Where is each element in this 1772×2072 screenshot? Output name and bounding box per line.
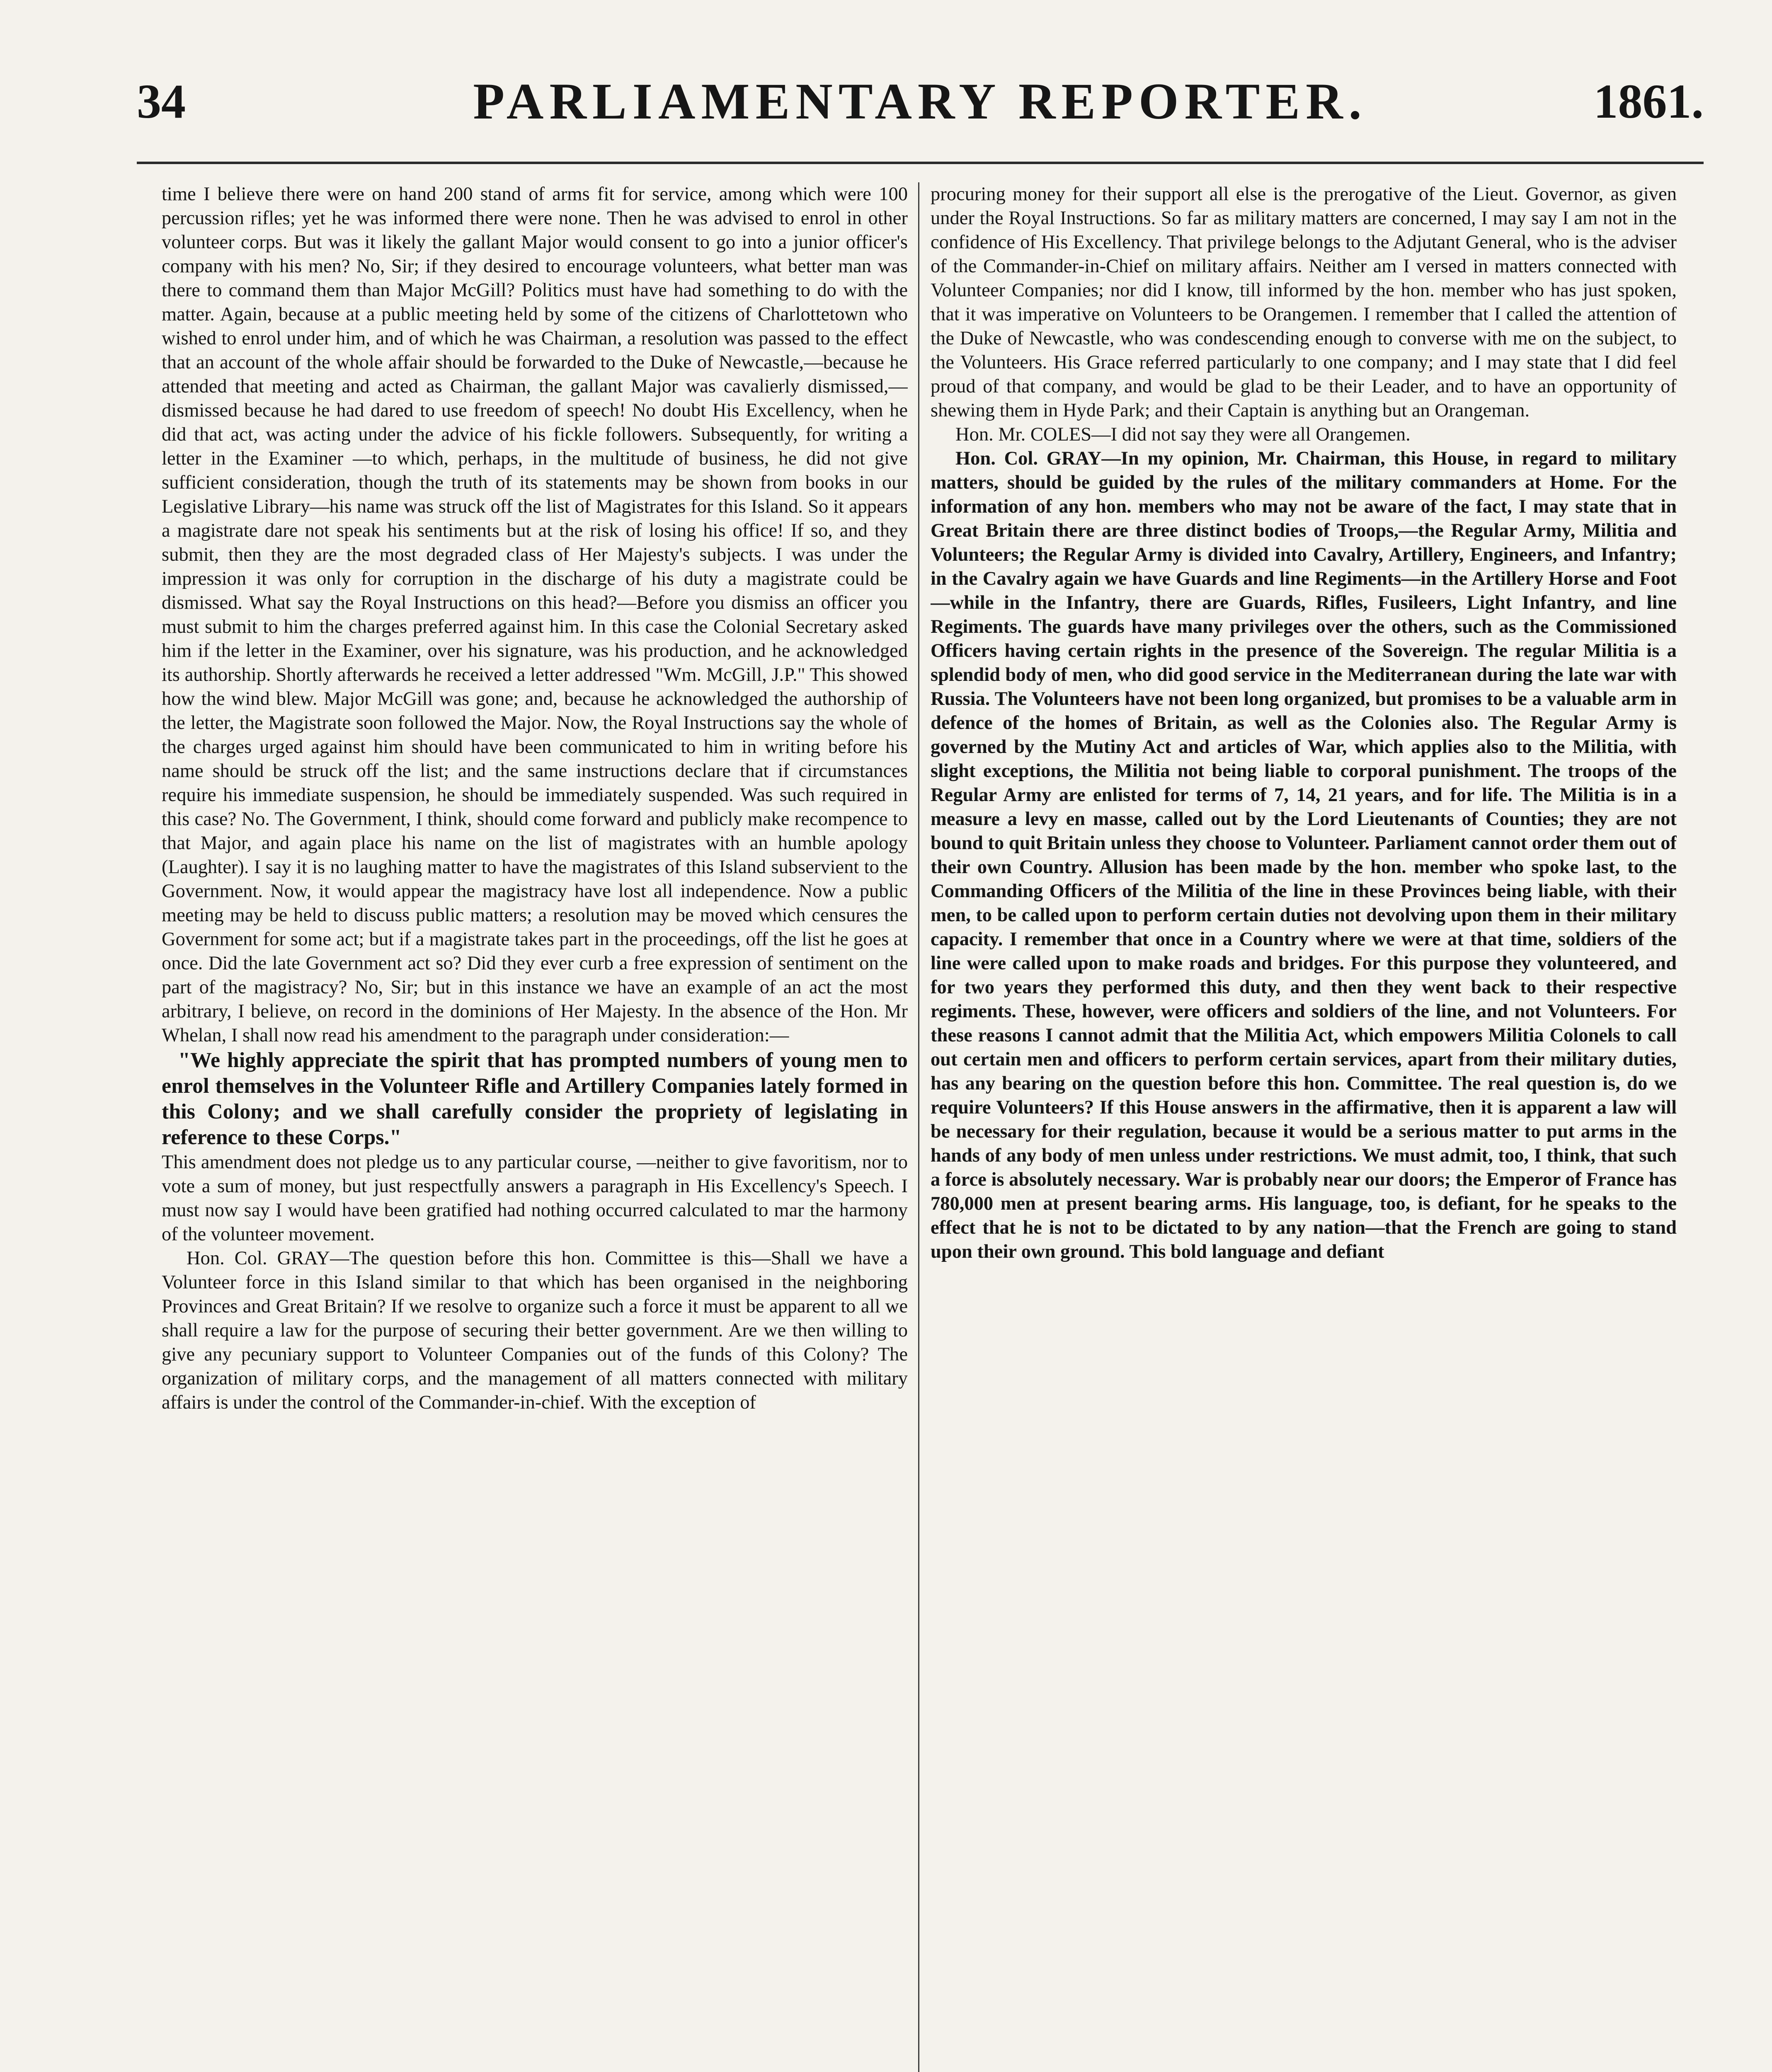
speech-paragraph: time I believe there were on hand 200 stand of arms fit for service, among which were 100 percussion rifles; yet he was informed there were none. Then he was advised to enrol in other volunteer corps. But was it likely the gallant Major would consent to go into a junior officer's company with his men? No, Sir; if they desired to encourage volunteers, what better man was there to command them than Major McGill? Politics must have had something to do with the matter. Again, because at a public meeting held by some of the citizens of Charlottetown who wished to enrol under him, and of which he was Chairman, a resolution was passed to the effect that an account of the whole affair should be forwarded to the Duke of Newcastle,—because he attended that meeting and acted as Chairman, the gallant Major was cavalierly dismissed,—dismissed because he had dared to use freedom of speech! No doubt His Excellency, when he did that act, was acting under the advice of his fickle followers. Subsequently, for writing a letter in the Examiner —to which, perhaps, in the multitude of business, he did not give sufficient consideration, though the truth of its statements may be shown from books in our Legislative Library—his name was struck off the list of Magistrates for this Island. So it appears a magistrate dare not speak his sentiments but at the risk of losing his office! If so, and they submit, then they are the most degraded class of Her Majesty's subjects. I was under the impression it was only for corruption in the discharge of his duty a magistrate could be dismissed. What say the Royal Instructions on this head?—Before you dismiss an officer you must submit to him the charges preferred against him. In this case the Colonial Secretary asked him if the letter in the Examiner, over his signature, was his production, and he acknowledged its authorship. Shortly afterwards he received a letter addressed "Wm. McGill, J.P." This showed how the wind blew. Major McGill was gone; and, because he acknowledged the authorship of the letter, the Magistrate soon followed the Major. Now, the Royal Instructions say the whole of the charges urged against him should have been communicated to him in writing before his name should be struck off the list; and the same instructions declare that if circumstances require his immediate suspension, he should be immediately suspended. Was such required in this case? No. The Government, I think, should come forward and publicly make recompence to that Major, and again place his name on the list of magistrates with an humble apology (Laughter). I say it is no laughing matter to have the magistrates of this Island subservient to the Government. Now, it would appear the magistracy have lost all independence. Now a public meeting may be held to discuss public matters; a resolution may be moved which censures the Government for some act; but if a magistrate takes part in the proceedings, off the list he goes at once. Did the late Government act so? Did they ever curb a free expression of sentiment on the part of the magistracy? No, Sir; but in this instance we have an example of an act the most arbitrary, I believe, on record in the dominions of Her Majesty. In the absence of the Hon. Mr Whelan, I shall now read his amendment to the paragraph under consideration:— [162, 184, 908, 1046]
page-number: 34 [137, 74, 186, 128]
header-rule [137, 162, 1704, 164]
left-column [162, 182, 908, 2072]
gray-speech: Hon. Col. GRAY—The question before this hon. Committee is this—Shall we have a Volunteer force in this Island similar to that which has been organised in the neighboring Provinces and Great Britain? If we resolve to organize such a force it must be apparent to all we shall require a law for the purpose of securing their better government. Are we then willing to give any pecuniary support to Volunteer Companies out of the funds of this Colony? The organization of military corps, and the management of all matters connected with military affairs is under the control of the Commander-in-chief. With the exception of [162, 1248, 908, 1413]
gray-reply: Hon. Col. GRAY—In my opinion, Mr. Chairman, this House, in regard to military matters, should be guided by the rules of the military commanders at Home. For the information of any hon. members who may not be aware of the fact, I may state that in Great Britain there are three distinct bodies of Troops,—the Regular Army, Militia and Volunteers; the Regular Army is divided into Cavalry, Artillery, Engineers, and Infantry; in the Cavalry again we have Guards and line Regiments—in the Artillery Horse and Foot—while in the Infantry, there are Guards, Rifles, Fusileers, Light Infantry, and line Regiments. The guards have many privileges over the others, such as the Commissioned Officers having certain rights in the presence of the Sovereign. The regular Militia is a splendid body of men, who did good service in the Mediterranean during the late war with Russia. The Volunteers have not been long organized, but promises to be a valuable arm in defence of the homes of Britain, as well as the Colonies also. The Regular Army is governed by the Mutiny Act and articles of War, which applies also to the Militia, with slight exceptions, the Militia not being liable to corporal punishment. The troops of the Regular Army are enlisted for terms of 7, 14, 21 years, and for life. The Militia is in a measure a levy en masse, called out by the Lord Lieutenants of Counties; they are not bound to quit Britain unless they choose to Volunteer. Parliament cannot order them out of their own Country. Allusion has been made by the hon. member who spoke last, to the Commanding Officers of the Militia of the line in these Provinces being liable, with their men, to be called upon to perform certain duties not devolving upon them in their military capacity. I remember that once in a Country where we were at that time, soldiers of the line were called upon to make roads and bridges. For this purpose they volunteered, and for two years they performed this duty, and then they went back to their respective regiments. These, however, were officers and soldiers of the line, and not Volunteers. For these reasons I cannot admit that the Militia Act, which empowers Militia Colonels to call out certain men and officers to perform certain services, apart from their military duties, has any bearing on the question before this hon. Committee. The real question is, do we require Volunteers? If this House answers in the affirmative, then it is apparent a law will be necessary for their regulation, because it would be a serious matter to put arms in the hands of any body of men unless under restrictions. We must admit, too, I think, that such a force is absolutely necessary. War is probably near our doors; the Emperor of France has 780,000 men at present bearing arms. His language, too, is defiant, for he speaks to the effect that he is not to be dictated to by any nation—that the French are going to stand upon their own ground. This bold language and defiant [931, 448, 1677, 1262]
running-head [137, 62, 1704, 141]
column-divider [918, 182, 919, 2072]
amendment-comment: This amendment does not pledge us to any particular course, —neither to give favoritism, nor to vote a sum of money, but just respectfully answers a paragraph in His Excellency's Speech. I must now say I would have been gratified had nothing occurred calculated to mar the harmony of the volunteer movement. [162, 1152, 908, 1245]
right-column [931, 182, 1677, 2072]
publication-year: 1861. [1593, 74, 1704, 128]
coles-interjection: Hon. Mr. COLES—I did not say they were all Orangemen. [955, 424, 1411, 445]
publication-title: PARLIAMENTARY REPORTER. [473, 73, 1367, 130]
gray-speech-continued: procuring money for their support all else is the prerogative of the Lieut. Governor, as given under the Royal Instructions. So far as military matters are concerned, I may say I am not in the confidence of His Excellency. That privilege belongs to the Adjutant General, who is the adviser of the Commander-in-Chief on military affairs. Neither am I versed in matters connected with Volunteer Companies; nor did I know, till informed by the hon. member who has just spoken, that it was imperative on Volunteers to be Orangemen. I remember that I called the attention of the Duke of Newcastle, who was condescending enough to converse with me on the subject, to the Volunteers. His Grace referred particularly to one company; and I may state that I did feel proud of that company, and would be glad to be their Leader, and to have an opportunity of shewing them in Hyde Park; and their Captain is anything but an Orangeman. [931, 184, 1677, 421]
amendment-quote: "We highly appreciate the spirit that has prompted numbers of young men to enrol themselves in the Volunteer Rifle and Artillery Companies lately formed in this Colony; and we shall carefully consider the propriety of legislating in reference to these Corps." [162, 1048, 908, 1149]
